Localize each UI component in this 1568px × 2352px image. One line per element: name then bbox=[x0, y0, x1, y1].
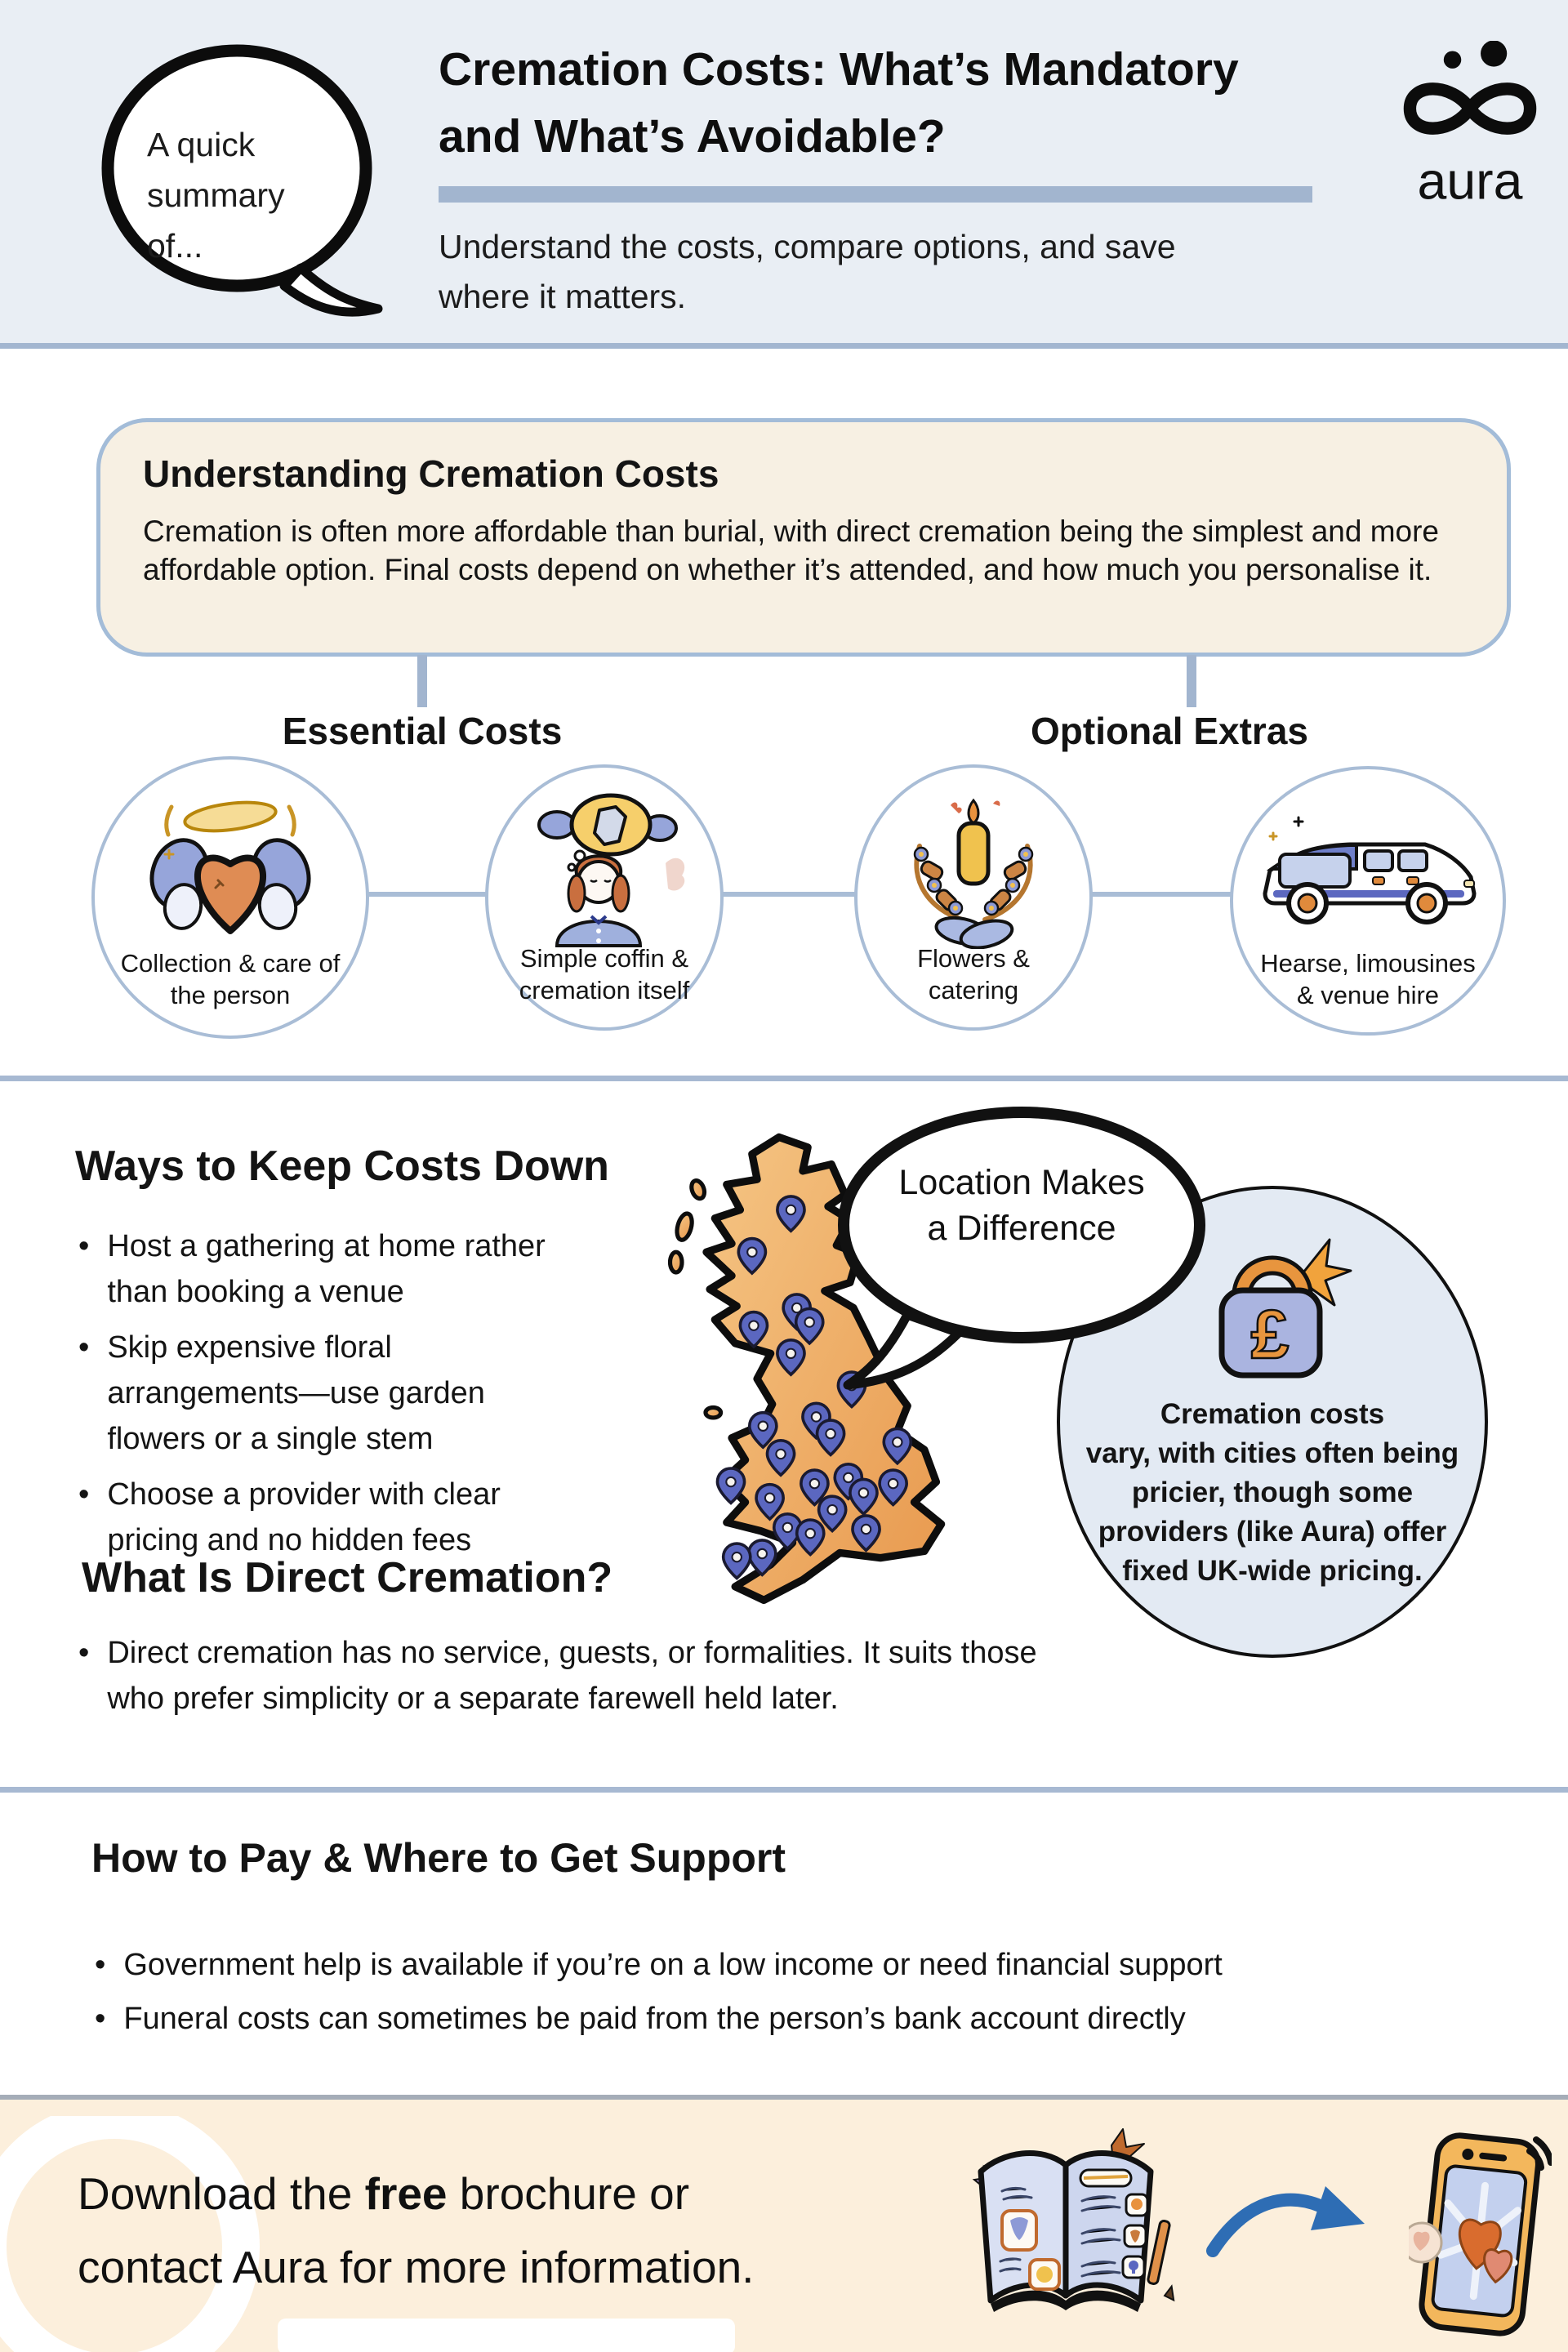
winged-heart-icon bbox=[140, 782, 320, 946]
arrow-icon bbox=[1205, 2173, 1376, 2279]
note-line: fixed UK-wide pricing. bbox=[1122, 1555, 1423, 1587]
optional-extras-title: Optional Extras bbox=[1031, 710, 1308, 752]
title-underline bbox=[439, 186, 1312, 203]
direct-cremation-title: What Is Direct Cremation? bbox=[82, 1554, 613, 1601]
list-item bbox=[95, 1996, 1499, 2042]
section-divider-2 bbox=[0, 1787, 1568, 1793]
coffin-thought-icon bbox=[514, 786, 694, 949]
ways-bullet-2: • Skip expensive floral arrangements—use garden flowers or a single stem bbox=[107, 1330, 485, 1456]
list-item bbox=[95, 1942, 1499, 1988]
circles-connector-line bbox=[230, 892, 1368, 897]
note-line: providers (like Aura) offer bbox=[1098, 1516, 1447, 1548]
page-subtitle: Understand the costs, compare options, and save where it matters. bbox=[439, 228, 1176, 315]
essential-costs-title: Essential Costs bbox=[282, 710, 563, 752]
pound-symbol: £ bbox=[1250, 1296, 1290, 1373]
note-line: vary, with cities often being bbox=[1085, 1437, 1459, 1469]
direct-bullet-text: • Direct cremation has no service, guests, or formalities. It suits those who prefer simplicity or a separate farewell held later. bbox=[107, 1636, 1037, 1716]
list-item bbox=[78, 1472, 568, 1563]
cost-item-label: Collection & care of the person bbox=[120, 949, 341, 1009]
section-divider-1 bbox=[0, 1076, 1568, 1081]
location-bubble-text bbox=[858, 1160, 1185, 1251]
page-title-line2: and What’s Avoidable? bbox=[439, 110, 946, 163]
list-item bbox=[78, 1630, 1042, 1722]
cost-item-label: Simple coffin & cremation itself bbox=[519, 944, 690, 1004]
quick-summary-bubble bbox=[96, 39, 407, 317]
footer-line1-post: brochure or bbox=[447, 2168, 690, 2219]
ways-bullet-1: • Host a gathering at home rather than booking a venue bbox=[107, 1229, 546, 1309]
footer-cta-text bbox=[78, 2157, 754, 2304]
footer-line1-bold: free bbox=[364, 2168, 448, 2219]
aura-logo bbox=[1395, 41, 1545, 214]
intro-body: Cremation is often more affordable than burial, with direct cremation being the simplest and more affordable option. Final costs depend on whether it’s attended, and how much you personalise it. bbox=[143, 514, 1440, 586]
location-line2: a Difference bbox=[927, 1209, 1116, 1248]
bubble-line-2: summary of... bbox=[147, 176, 285, 265]
support-bullet-list bbox=[95, 1942, 1499, 2050]
aura-wordmark: aura bbox=[1417, 151, 1523, 211]
candle-wreath-icon bbox=[884, 786, 1063, 949]
connector-stub-left bbox=[417, 655, 427, 707]
bubble-line-1: A quick bbox=[147, 126, 256, 163]
ways-bullet-3: • Choose a provider with clear pricing and no hidden fees bbox=[107, 1477, 501, 1557]
phone-icon bbox=[1409, 2128, 1552, 2345]
footer-band bbox=[0, 2095, 1568, 2352]
quick-summary-text bbox=[147, 119, 343, 271]
cost-item-label: Hearse, limousines & venue hire bbox=[1260, 949, 1476, 1009]
list-item bbox=[78, 1325, 568, 1462]
pricing-note-text bbox=[1080, 1395, 1464, 1591]
cost-item-label: Flowers & catering bbox=[917, 944, 1030, 1004]
ways-title: Ways to Keep Costs Down bbox=[75, 1143, 609, 1190]
footer-line1-pre: Download the bbox=[78, 2168, 365, 2219]
page-title-line1: Cremation Costs: What’s Mandatory bbox=[439, 43, 1239, 96]
list-item bbox=[78, 1223, 568, 1315]
cost-item-hearse bbox=[1230, 766, 1506, 1036]
note-line: pricier, though some bbox=[1131, 1477, 1414, 1508]
footer-line2: contact Aura for more information. bbox=[78, 2242, 755, 2292]
support-bullet-2: • Funeral costs can sometimes be paid from the person’s bank account directly bbox=[123, 2002, 1186, 2036]
cost-item-coffin bbox=[485, 764, 724, 1031]
intro-title: Understanding Cremation Costs bbox=[143, 452, 719, 495]
support-bullet-1: • Government help is available if you’re on a low income or need financial support bbox=[123, 1948, 1223, 1982]
support-title: How to Pay & Where to Get Support bbox=[91, 1835, 786, 1881]
location-line1: Location Makes bbox=[898, 1163, 1145, 1202]
location-bubble bbox=[830, 1101, 1214, 1395]
cost-item-flowers bbox=[854, 764, 1093, 1031]
footer-line1 bbox=[78, 2157, 754, 2230]
page-title bbox=[439, 36, 1337, 170]
header-band bbox=[0, 0, 1568, 349]
hearse-icon bbox=[1254, 812, 1482, 934]
brochure-icon bbox=[951, 2123, 1180, 2343]
note-line: Cremation costs bbox=[1160, 1398, 1385, 1430]
map-pin bbox=[724, 1544, 751, 1578]
pound-lock-icon bbox=[1191, 1223, 1354, 1387]
intro-box bbox=[96, 418, 1511, 657]
cost-item-collection bbox=[91, 756, 369, 1039]
direct-cremation-bullets bbox=[78, 1630, 1042, 1731]
ways-bullet-list bbox=[78, 1223, 568, 1573]
connector-stub-right bbox=[1187, 655, 1196, 707]
